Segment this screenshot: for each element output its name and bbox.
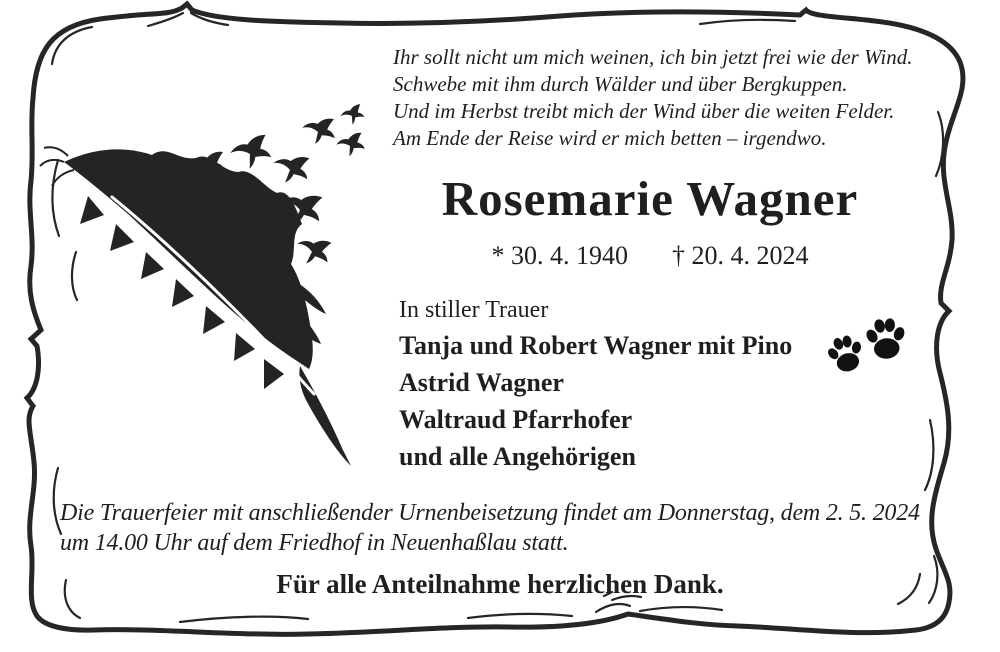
mourner-name: Tanja und Robert Wagner mit Pino: [399, 331, 793, 360]
mourning-intro: In stiller Trauer: [399, 297, 549, 323]
life-dates: [388, 241, 912, 271]
mourner-name: Waltraud Pfarrhofer: [399, 405, 633, 434]
thanks-line: Für alle Anteilnahme herzlichen Dank.: [276, 569, 724, 599]
death-date: † 20. 4. 2024: [672, 241, 809, 270]
poem-line: Schwebe mit ihm durch Wälder und über Bergkuppen.: [393, 72, 848, 96]
mourner-name: und alle Angehörigen: [399, 442, 636, 471]
poem-line: Ihr sollt nicht um mich weinen, ich bin jetzt frei wie der Wind.: [393, 45, 913, 69]
poem-line: Am Ende der Reise wird er mich betten – irgendwo.: [393, 126, 827, 150]
feather-birds-icon: [40, 104, 365, 466]
funeral-details: [60, 498, 920, 558]
funeral-line: um 14.00 Uhr auf dem Friedhof in Neuenhaßlau statt.: [60, 530, 569, 556]
birds-icon: [192, 104, 365, 270]
birth-date: * 30. 4. 1940: [491, 241, 628, 270]
paw-prints-icon: [823, 316, 909, 375]
funeral-line: Die Trauerfeier mit anschließender Urnenbeisetzung findet am Donnerstag, dem 2. 5. 2024: [60, 500, 920, 526]
mourners-block: [399, 293, 792, 475]
poem: [393, 44, 913, 152]
poem-line: Und im Herbst treibt mich der Wind über die weiten Felder.: [393, 99, 895, 123]
deceased-name: Rosemarie Wagner: [441, 171, 859, 226]
mourner-name: Astrid Wagner: [399, 368, 564, 397]
